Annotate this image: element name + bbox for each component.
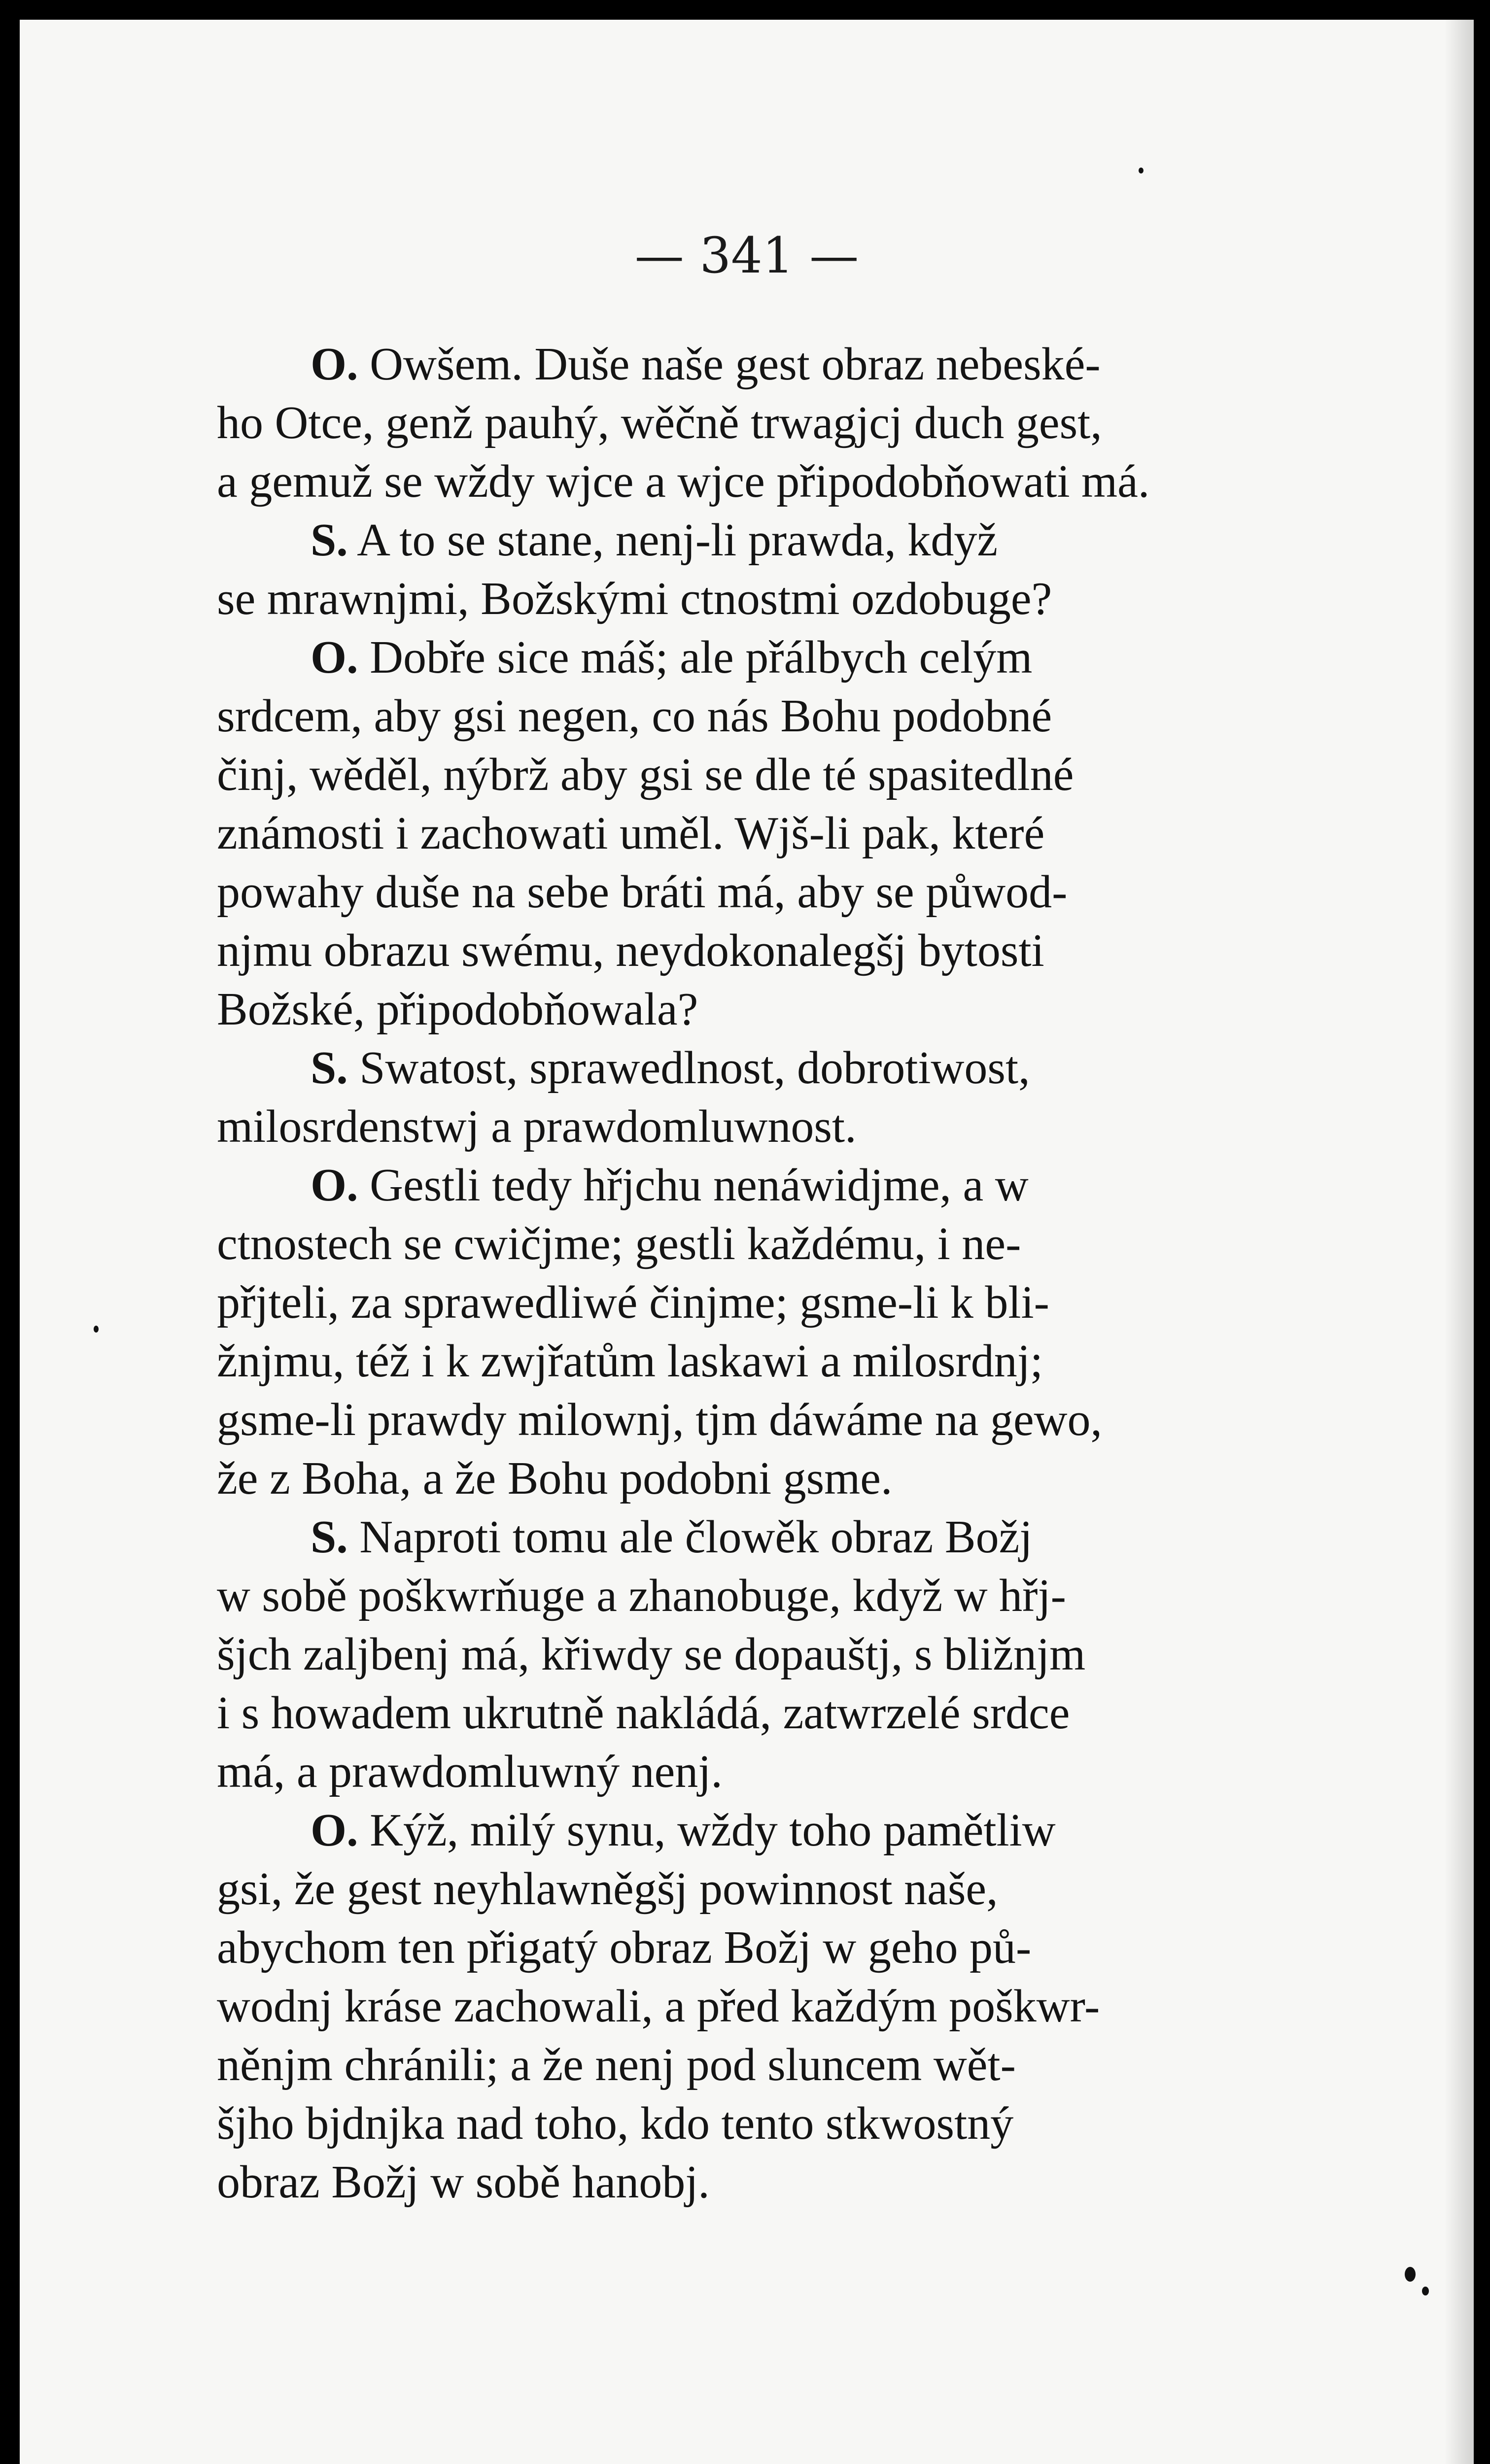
- line-text: wodnj kráse zachowali, a před každým poškwr-: [217, 1981, 1100, 2032]
- line-text: Gestli tedy hřjchu nenáwidjme, a w: [358, 1160, 1029, 1211]
- line-text: známosti i zachowati uměl. Wjš-li pak, které: [217, 808, 1045, 859]
- body-text: [217, 335, 1277, 2212]
- line-text: milosrdenstwj a prawdomluwnost.: [217, 1101, 857, 1152]
- text-line: [217, 1449, 1277, 1508]
- text-line: [217, 628, 1277, 687]
- line-text: srdcem, aby gsi negen, co nás Bohu podobné: [217, 690, 1052, 742]
- line-text: ho Otce, genž pauhý, wěčně trwagjcj duch gest,: [217, 397, 1102, 448]
- line-text: i s howadem ukrutně nakládá, zatwrzelé srdce: [217, 1687, 1070, 1739]
- line-text: a gemuž se wždy wjce a wjce připodobňowati má.: [217, 456, 1150, 507]
- line-text: powahy duše na sebe bráti má, aby se půwod-: [217, 866, 1068, 918]
- ink-speck: [1139, 168, 1143, 173]
- ink-speck: [94, 1326, 99, 1333]
- line-text: ctnostech se cwičjme; gestli každému, i ne-: [217, 1218, 1021, 1269]
- text-line: [217, 1743, 1277, 1801]
- text-line: [217, 1039, 1277, 1097]
- text-line: [217, 1625, 1277, 1684]
- text-line: [217, 1332, 1277, 1391]
- text-line: [217, 511, 1277, 570]
- text-line: [217, 1977, 1277, 2036]
- speaker-label: O.: [311, 1805, 358, 1856]
- text-line: [217, 1860, 1277, 1918]
- line-text: šjch zaljbenj má, křiwdy se dopauštj, s bližnjm: [217, 1629, 1086, 1680]
- line-text: něnjm chránili; a že nenj pod sluncem wět-: [217, 2039, 1016, 2090]
- line-text: šjho bjdnjka nad toho, kdo tento stkwostný: [217, 2098, 1014, 2149]
- speaker-label: O.: [311, 1160, 358, 1211]
- speaker-label: O.: [311, 339, 358, 390]
- speaker-label: S.: [311, 1511, 348, 1563]
- text-line: [217, 1801, 1277, 1860]
- text-line: [217, 2153, 1277, 2212]
- page-number: — 341 —: [634, 227, 859, 284]
- speaker-label: O.: [311, 632, 358, 683]
- line-text: Owšem. Duše naše gest obraz nebeské-: [358, 339, 1101, 390]
- text-line: [217, 863, 1277, 922]
- text-line: [217, 922, 1277, 980]
- text-line: [217, 1215, 1277, 1273]
- line-text: má, a prawdomluwný nenj.: [217, 1746, 723, 1797]
- text-line: [217, 394, 1277, 452]
- text-line: [217, 980, 1277, 1039]
- text-line: [217, 687, 1277, 746]
- line-text: njmu obrazu swému, neydokonalegšj bytosti: [217, 925, 1044, 976]
- text-line: [217, 1273, 1277, 1332]
- line-text: obraz Božj w sobě hanobj.: [217, 2156, 710, 2208]
- line-text: Božské, připodobňowala?: [217, 984, 698, 1035]
- line-text: Kýž, milý synu, wždy toho pamětliw: [358, 1805, 1056, 1856]
- text-line: [217, 335, 1277, 394]
- text-line: [217, 452, 1277, 511]
- text-line: [217, 1391, 1277, 1449]
- text-line: [217, 746, 1277, 804]
- line-text: žnjmu, též i k zwjřatům laskawi a milosrdnj;: [217, 1335, 1043, 1387]
- line-text: Naproti tomu ale člowěk obraz Božj: [347, 1511, 1033, 1563]
- line-text: že z Boha, a že Bohu podobni gsme.: [217, 1453, 893, 1504]
- line-text: w sobě poškwrňuge a zhanobuge, když w hřj-: [217, 1570, 1066, 1621]
- line-text: se mrawnjmi, Božskými ctnostmi ozdobuge?: [217, 573, 1052, 624]
- text-line: [217, 1684, 1277, 1743]
- line-text: gsme-li prawdy milownj, tjm dáwáme na gewo,: [217, 1394, 1103, 1445]
- ink-speck: [1405, 2267, 1416, 2282]
- text-line: [217, 2036, 1277, 2094]
- text-line: [217, 1567, 1277, 1625]
- text-line: [217, 1918, 1277, 1977]
- text-line: [217, 1508, 1277, 1567]
- text-line: [217, 1156, 1277, 1215]
- line-text: přjteli, za sprawedliwé činjme; gsme-li k bli-: [217, 1277, 1049, 1328]
- line-text: gsi, že gest neyhlawněgšj powinnost naše,: [217, 1863, 998, 1915]
- line-text: Dobře sice máš; ale přálbych celým: [358, 632, 1033, 683]
- speaker-label: S.: [311, 1042, 348, 1094]
- speaker-label: S.: [311, 514, 348, 566]
- text-line: [217, 804, 1277, 863]
- text-line: [217, 2094, 1277, 2153]
- text-line: [217, 570, 1277, 628]
- ink-speck: [1422, 2287, 1429, 2295]
- line-text: abychom ten přigatý obraz Božj w geho pů-: [217, 1922, 1032, 1973]
- line-text: činj, wěděl, nýbrž aby gsi se dle té spasitedlné: [217, 749, 1074, 800]
- text-line: [217, 1097, 1277, 1156]
- line-text: A to se stane, nenj-li prawda, když: [347, 514, 998, 566]
- book-page: [20, 20, 1474, 2464]
- line-text: Swatost, sprawedlnost, dobrotiwost,: [347, 1042, 1030, 1094]
